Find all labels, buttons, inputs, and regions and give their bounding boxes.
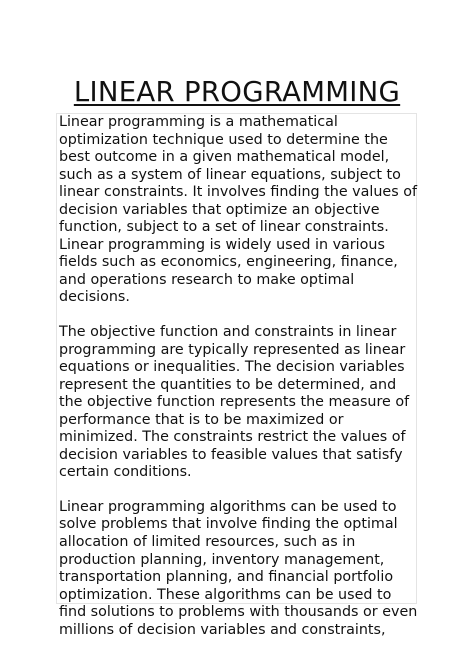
paragraph-1 <box>59 114 417 307</box>
text-line: production planning, inventory management, <box>59 551 385 568</box>
text-line: represent the quantities to be determined, and <box>59 376 397 393</box>
text-line: Linear programming is a mathematical <box>59 114 338 130</box>
text-line: linear constraints. It involves finding the values of <box>59 184 417 201</box>
document-title: LINEAR PROGRAMMING <box>73 76 401 108</box>
text-line: The objective function and constraints in linear <box>59 324 397 341</box>
text-line: millions of decision variables and constraints, <box>59 621 386 638</box>
text-line: minimized. The constraints restrict the values of <box>59 429 406 446</box>
text-line: decision variables that optimize an objective <box>59 201 380 218</box>
text-line: allocation of limited resources, such as in <box>59 534 356 551</box>
text-line: Linear programming algorithms can be used to <box>59 498 397 515</box>
text-frame <box>56 113 418 638</box>
text-line: best outcome in a given mathematical model, <box>59 149 390 166</box>
text-line: fields such as economics, engineering, finance, <box>59 254 398 271</box>
text-line: programming are typically represented as linear <box>59 341 406 358</box>
text-line: equations or inequalities. The decision variables <box>59 359 405 376</box>
text-line: the objective function represents the measure of <box>59 394 410 411</box>
paragraph-2 <box>59 324 414 482</box>
text-line: solve problems that involve finding the optimal <box>59 516 398 533</box>
text-line: decision variables to feasible values that satisfy <box>59 446 403 463</box>
text-line: Linear programming is widely used in various <box>59 236 385 253</box>
text-line: and operations research to make optimal <box>59 271 355 288</box>
text-line: performance that is to be maximized or <box>59 411 344 428</box>
text-line: decisions. <box>59 289 130 306</box>
text-line: optimization. These algorithms can be used to <box>59 586 392 603</box>
text-line: find solutions to problems with thousands or even <box>59 604 418 621</box>
text-line: transportation planning, and financial portfolio <box>59 569 394 586</box>
paragraph-3 <box>59 498 418 639</box>
text-line: optimization technique used to determine the <box>59 131 388 148</box>
text-line: function, subject to a set of linear constraints. <box>59 219 389 236</box>
text-line: such as a system of linear equations, subject to <box>59 166 401 183</box>
text-line: certain conditions. <box>59 464 192 481</box>
